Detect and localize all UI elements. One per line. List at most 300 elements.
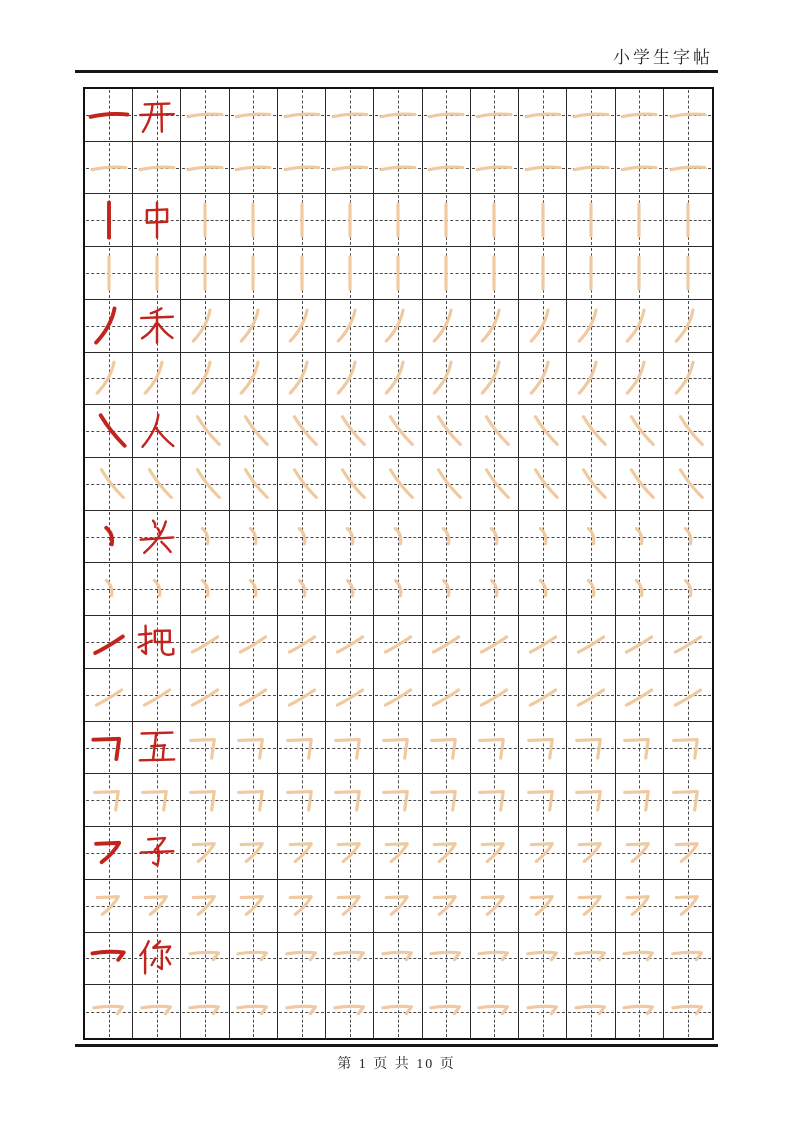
- trace-stroke-cell: [230, 405, 278, 458]
- trace-stroke-cell: [278, 89, 326, 142]
- trace-stroke-glyph: [232, 251, 274, 295]
- trace-stroke-cell: [423, 774, 471, 827]
- trace-stroke-glyph: [425, 146, 467, 190]
- trace-stroke-glyph: [570, 356, 612, 400]
- trace-stroke-cell: [326, 774, 374, 827]
- trace-stroke-cell: [181, 722, 229, 775]
- trace-stroke-glyph: [329, 515, 371, 559]
- trace-stroke-glyph: [232, 304, 274, 348]
- trace-stroke-cell: [664, 405, 712, 458]
- trace-stroke-cell: [616, 669, 664, 722]
- trace-stroke-cell: [278, 194, 326, 247]
- trace-stroke-cell: [664, 89, 712, 142]
- trace-stroke-cell: [85, 142, 133, 195]
- trace-stroke-cell: [567, 511, 615, 564]
- trace-stroke-cell: [616, 405, 664, 458]
- trace-stroke-cell: [519, 405, 567, 458]
- trace-stroke-cell: [567, 722, 615, 775]
- trace-stroke-cell: [374, 300, 422, 353]
- trace-stroke-glyph: [522, 936, 564, 980]
- trace-stroke-glyph: [425, 831, 467, 875]
- trace-stroke-cell: [471, 985, 519, 1038]
- trace-stroke-glyph: [88, 251, 130, 295]
- trace-stroke-cell: [133, 669, 181, 722]
- trace-stroke-glyph: [667, 251, 709, 295]
- trace-stroke-cell: [664, 142, 712, 195]
- trace-stroke-cell: [471, 511, 519, 564]
- trace-stroke-cell: [374, 89, 422, 142]
- example-character-glyph: [135, 197, 179, 243]
- example-stroke-glyph: [86, 513, 132, 561]
- trace-stroke-glyph: [522, 409, 564, 453]
- example-stroke-glyph: [86, 829, 132, 877]
- trace-stroke-cell: [471, 669, 519, 722]
- example-stroke-cell: [85, 89, 133, 142]
- trace-stroke-cell: [567, 880, 615, 933]
- trace-stroke-cell: [519, 827, 567, 880]
- example-character-glyph: [135, 619, 179, 665]
- trace-stroke-cell: [326, 616, 374, 669]
- trace-stroke-cell: [616, 300, 664, 353]
- example-character-glyph: [135, 92, 179, 138]
- trace-stroke-glyph: [184, 990, 226, 1034]
- example-character-glyph: [135, 408, 179, 454]
- trace-stroke-glyph: [425, 567, 467, 611]
- trace-stroke-glyph: [184, 620, 226, 664]
- trace-stroke-glyph: [184, 462, 226, 506]
- trace-stroke-cell: [326, 669, 374, 722]
- header-rule: [75, 70, 718, 73]
- trace-stroke-glyph: [570, 726, 612, 770]
- trace-stroke-glyph: [618, 990, 660, 1034]
- trace-stroke-cell: [567, 774, 615, 827]
- trace-stroke-cell: [374, 511, 422, 564]
- trace-stroke-glyph: [184, 515, 226, 559]
- trace-stroke-cell: [567, 827, 615, 880]
- trace-stroke-cell: [326, 353, 374, 406]
- example-stroke-cell: [85, 511, 133, 564]
- trace-stroke-glyph: [570, 990, 612, 1034]
- trace-stroke-cell: [519, 669, 567, 722]
- trace-stroke-cell: [326, 247, 374, 300]
- trace-stroke-glyph: [473, 673, 515, 717]
- trace-stroke-glyph: [473, 831, 515, 875]
- trace-stroke-cell: [181, 933, 229, 986]
- trace-stroke-cell: [85, 774, 133, 827]
- trace-stroke-cell: [374, 933, 422, 986]
- trace-stroke-cell: [616, 985, 664, 1038]
- trace-stroke-cell: [85, 669, 133, 722]
- trace-stroke-cell: [85, 880, 133, 933]
- trace-stroke-glyph: [184, 356, 226, 400]
- trace-stroke-cell: [664, 985, 712, 1038]
- trace-stroke-cell: [278, 300, 326, 353]
- example-stroke-cell: [85, 616, 133, 669]
- trace-stroke-glyph: [473, 990, 515, 1034]
- trace-stroke-cell: [664, 774, 712, 827]
- trace-stroke-cell: [567, 300, 615, 353]
- trace-stroke-cell: [278, 563, 326, 616]
- trace-stroke-glyph: [425, 93, 467, 137]
- trace-stroke-cell: [471, 405, 519, 458]
- trace-stroke-cell: [278, 827, 326, 880]
- example-stroke-glyph: [86, 407, 132, 455]
- trace-stroke-glyph: [667, 936, 709, 980]
- trace-stroke-cell: [423, 89, 471, 142]
- trace-stroke-cell: [278, 458, 326, 511]
- trace-stroke-cell: [616, 827, 664, 880]
- trace-stroke-glyph: [281, 198, 323, 242]
- trace-stroke-glyph: [522, 673, 564, 717]
- trace-stroke-glyph: [667, 93, 709, 137]
- trace-stroke-cell: [616, 194, 664, 247]
- trace-stroke-glyph: [425, 936, 467, 980]
- trace-stroke-glyph: [425, 990, 467, 1034]
- trace-stroke-cell: [567, 247, 615, 300]
- trace-stroke-glyph: [425, 304, 467, 348]
- trace-stroke-glyph: [184, 409, 226, 453]
- trace-stroke-cell: [278, 669, 326, 722]
- trace-stroke-cell: [423, 827, 471, 880]
- trace-stroke-cell: [230, 880, 278, 933]
- trace-stroke-glyph: [88, 990, 130, 1034]
- trace-stroke-cell: [567, 985, 615, 1038]
- trace-stroke-cell: [664, 722, 712, 775]
- trace-stroke-glyph: [136, 251, 178, 295]
- trace-stroke-cell: [567, 194, 615, 247]
- trace-stroke-glyph: [570, 778, 612, 822]
- trace-stroke-cell: [616, 933, 664, 986]
- trace-stroke-cell: [519, 722, 567, 775]
- trace-stroke-glyph: [473, 778, 515, 822]
- trace-stroke-cell: [230, 511, 278, 564]
- trace-stroke-glyph: [281, 990, 323, 1034]
- trace-stroke-glyph: [329, 831, 371, 875]
- trace-stroke-cell: [567, 933, 615, 986]
- trace-stroke-glyph: [329, 198, 371, 242]
- trace-stroke-cell: [616, 722, 664, 775]
- trace-stroke-glyph: [377, 356, 419, 400]
- trace-stroke-glyph: [377, 251, 419, 295]
- trace-stroke-cell: [374, 563, 422, 616]
- trace-stroke-cell: [519, 880, 567, 933]
- trace-stroke-glyph: [618, 304, 660, 348]
- trace-stroke-glyph: [281, 93, 323, 137]
- trace-stroke-cell: [278, 774, 326, 827]
- example-character-cell: [133, 511, 181, 564]
- trace-stroke-cell: [423, 405, 471, 458]
- trace-stroke-glyph: [473, 462, 515, 506]
- trace-stroke-glyph: [667, 778, 709, 822]
- trace-stroke-glyph: [184, 251, 226, 295]
- trace-stroke-glyph: [473, 198, 515, 242]
- trace-stroke-glyph: [281, 778, 323, 822]
- trace-stroke-cell: [181, 194, 229, 247]
- trace-stroke-cell: [423, 353, 471, 406]
- trace-stroke-glyph: [184, 304, 226, 348]
- trace-stroke-glyph: [329, 673, 371, 717]
- page-indicator: 第 1 页 共 10 页: [337, 1057, 456, 1072]
- trace-stroke-cell: [85, 563, 133, 616]
- trace-stroke-glyph: [618, 936, 660, 980]
- trace-stroke-glyph: [281, 620, 323, 664]
- trace-stroke-glyph: [570, 936, 612, 980]
- trace-stroke-cell: [519, 563, 567, 616]
- trace-stroke-glyph: [570, 620, 612, 664]
- trace-stroke-glyph: [570, 567, 612, 611]
- example-stroke-cell: [85, 300, 133, 353]
- trace-stroke-glyph: [473, 304, 515, 348]
- trace-stroke-cell: [230, 985, 278, 1038]
- trace-stroke-glyph: [377, 673, 419, 717]
- trace-stroke-cell: [181, 89, 229, 142]
- trace-stroke-glyph: [618, 884, 660, 928]
- trace-stroke-cell: [230, 722, 278, 775]
- trace-stroke-glyph: [232, 515, 274, 559]
- trace-stroke-cell: [230, 458, 278, 511]
- trace-stroke-glyph: [232, 567, 274, 611]
- trace-stroke-cell: [230, 142, 278, 195]
- trace-stroke-cell: [471, 142, 519, 195]
- trace-stroke-glyph: [377, 936, 419, 980]
- trace-stroke-glyph: [667, 515, 709, 559]
- trace-stroke-cell: [326, 142, 374, 195]
- trace-stroke-glyph: [667, 356, 709, 400]
- trace-stroke-cell: [133, 880, 181, 933]
- trace-stroke-glyph: [618, 198, 660, 242]
- trace-stroke-glyph: [329, 884, 371, 928]
- trace-stroke-cell: [326, 880, 374, 933]
- trace-stroke-cell: [616, 247, 664, 300]
- trace-stroke-cell: [616, 511, 664, 564]
- trace-stroke-glyph: [377, 884, 419, 928]
- example-character-cell: [133, 194, 181, 247]
- trace-stroke-cell: [230, 669, 278, 722]
- trace-stroke-cell: [471, 563, 519, 616]
- trace-stroke-glyph: [281, 515, 323, 559]
- trace-stroke-glyph: [522, 356, 564, 400]
- trace-stroke-cell: [181, 300, 229, 353]
- trace-stroke-cell: [230, 827, 278, 880]
- trace-stroke-cell: [519, 616, 567, 669]
- trace-stroke-cell: [133, 774, 181, 827]
- trace-stroke-cell: [423, 933, 471, 986]
- trace-stroke-cell: [423, 669, 471, 722]
- trace-stroke-glyph: [473, 146, 515, 190]
- trace-stroke-cell: [326, 722, 374, 775]
- trace-stroke-cell: [423, 616, 471, 669]
- trace-stroke-cell: [664, 880, 712, 933]
- trace-stroke-glyph: [377, 146, 419, 190]
- trace-stroke-glyph: [667, 304, 709, 348]
- trace-stroke-cell: [133, 563, 181, 616]
- trace-stroke-glyph: [473, 567, 515, 611]
- trace-stroke-glyph: [232, 356, 274, 400]
- trace-stroke-glyph: [232, 93, 274, 137]
- trace-stroke-cell: [519, 458, 567, 511]
- trace-stroke-cell: [278, 247, 326, 300]
- trace-stroke-glyph: [329, 251, 371, 295]
- trace-stroke-glyph: [618, 462, 660, 506]
- trace-stroke-glyph: [88, 673, 130, 717]
- trace-stroke-cell: [519, 247, 567, 300]
- trace-stroke-glyph: [667, 726, 709, 770]
- trace-stroke-cell: [230, 616, 278, 669]
- example-stroke-cell: [85, 405, 133, 458]
- trace-stroke-glyph: [281, 304, 323, 348]
- trace-stroke-glyph: [522, 93, 564, 137]
- trace-stroke-cell: [278, 511, 326, 564]
- trace-stroke-cell: [181, 353, 229, 406]
- trace-stroke-glyph: [88, 146, 130, 190]
- trace-stroke-cell: [133, 985, 181, 1038]
- trace-stroke-glyph: [329, 567, 371, 611]
- trace-stroke-glyph: [570, 673, 612, 717]
- trace-stroke-cell: [181, 669, 229, 722]
- trace-stroke-cell: [616, 89, 664, 142]
- trace-stroke-cell: [181, 142, 229, 195]
- trace-stroke-glyph: [425, 356, 467, 400]
- trace-stroke-glyph: [473, 356, 515, 400]
- trace-stroke-glyph: [232, 778, 274, 822]
- trace-stroke-cell: [567, 563, 615, 616]
- practice-grid: [83, 87, 714, 1040]
- trace-stroke-glyph: [570, 462, 612, 506]
- trace-stroke-glyph: [570, 251, 612, 295]
- trace-stroke-glyph: [473, 936, 515, 980]
- trace-stroke-cell: [230, 933, 278, 986]
- trace-stroke-glyph: [473, 620, 515, 664]
- example-stroke-glyph: [86, 724, 132, 772]
- trace-stroke-glyph: [473, 884, 515, 928]
- trace-stroke-cell: [181, 880, 229, 933]
- trace-stroke-glyph: [667, 409, 709, 453]
- trace-stroke-cell: [133, 142, 181, 195]
- trace-stroke-cell: [471, 300, 519, 353]
- trace-stroke-cell: [519, 89, 567, 142]
- trace-stroke-cell: [230, 774, 278, 827]
- trace-stroke-glyph: [184, 93, 226, 137]
- example-stroke-glyph: [86, 196, 132, 244]
- trace-stroke-glyph: [329, 936, 371, 980]
- trace-stroke-cell: [278, 985, 326, 1038]
- trace-stroke-glyph: [184, 778, 226, 822]
- trace-stroke-glyph: [377, 778, 419, 822]
- trace-stroke-cell: [471, 722, 519, 775]
- trace-stroke-cell: [471, 933, 519, 986]
- trace-stroke-glyph: [232, 726, 274, 770]
- trace-stroke-glyph: [522, 304, 564, 348]
- trace-stroke-glyph: [425, 620, 467, 664]
- trace-stroke-cell: [423, 880, 471, 933]
- trace-stroke-cell: [181, 827, 229, 880]
- trace-stroke-glyph: [473, 515, 515, 559]
- trace-stroke-cell: [567, 669, 615, 722]
- trace-stroke-cell: [181, 247, 229, 300]
- trace-stroke-cell: [374, 353, 422, 406]
- trace-stroke-cell: [423, 458, 471, 511]
- trace-stroke-glyph: [232, 831, 274, 875]
- trace-stroke-glyph: [232, 620, 274, 664]
- trace-stroke-glyph: [232, 409, 274, 453]
- trace-stroke-glyph: [618, 567, 660, 611]
- example-character-cell: [133, 300, 181, 353]
- trace-stroke-glyph: [667, 567, 709, 611]
- example-character-cell: [133, 89, 181, 142]
- trace-stroke-glyph: [184, 936, 226, 980]
- trace-stroke-glyph: [522, 146, 564, 190]
- trace-stroke-cell: [471, 616, 519, 669]
- trace-stroke-cell: [567, 458, 615, 511]
- trace-stroke-glyph: [136, 673, 178, 717]
- trace-stroke-glyph: [232, 198, 274, 242]
- trace-stroke-cell: [278, 353, 326, 406]
- trace-stroke-glyph: [618, 515, 660, 559]
- trace-stroke-glyph: [667, 198, 709, 242]
- trace-stroke-cell: [230, 563, 278, 616]
- trace-stroke-glyph: [232, 936, 274, 980]
- trace-stroke-glyph: [281, 936, 323, 980]
- trace-stroke-cell: [133, 458, 181, 511]
- trace-stroke-cell: [181, 405, 229, 458]
- trace-stroke-glyph: [667, 146, 709, 190]
- trace-stroke-glyph: [136, 778, 178, 822]
- trace-stroke-glyph: [425, 251, 467, 295]
- trace-stroke-glyph: [522, 198, 564, 242]
- trace-stroke-cell: [664, 194, 712, 247]
- example-character-glyph: [135, 830, 179, 876]
- trace-stroke-glyph: [522, 884, 564, 928]
- trace-stroke-glyph: [136, 462, 178, 506]
- trace-stroke-glyph: [425, 515, 467, 559]
- trace-stroke-glyph: [136, 356, 178, 400]
- trace-stroke-cell: [471, 247, 519, 300]
- trace-stroke-cell: [85, 247, 133, 300]
- example-character-cell: [133, 722, 181, 775]
- trace-stroke-glyph: [88, 462, 130, 506]
- trace-stroke-glyph: [425, 884, 467, 928]
- example-character-cell: [133, 405, 181, 458]
- trace-stroke-cell: [567, 616, 615, 669]
- trace-stroke-cell: [567, 89, 615, 142]
- trace-stroke-cell: [519, 300, 567, 353]
- trace-stroke-glyph: [473, 726, 515, 770]
- example-stroke-cell: [85, 194, 133, 247]
- trace-stroke-glyph: [473, 409, 515, 453]
- trace-stroke-cell: [326, 405, 374, 458]
- trace-stroke-glyph: [329, 356, 371, 400]
- trace-stroke-glyph: [618, 673, 660, 717]
- trace-stroke-cell: [326, 458, 374, 511]
- trace-stroke-cell: [374, 827, 422, 880]
- trace-stroke-glyph: [281, 146, 323, 190]
- trace-stroke-cell: [278, 933, 326, 986]
- trace-stroke-glyph: [425, 726, 467, 770]
- trace-stroke-cell: [664, 511, 712, 564]
- trace-stroke-glyph: [377, 462, 419, 506]
- trace-stroke-cell: [471, 827, 519, 880]
- trace-stroke-cell: [133, 353, 181, 406]
- trace-stroke-cell: [230, 353, 278, 406]
- trace-stroke-glyph: [522, 831, 564, 875]
- trace-stroke-cell: [664, 669, 712, 722]
- trace-stroke-cell: [374, 722, 422, 775]
- trace-stroke-glyph: [281, 567, 323, 611]
- trace-stroke-glyph: [377, 409, 419, 453]
- trace-stroke-cell: [664, 827, 712, 880]
- trace-stroke-cell: [423, 142, 471, 195]
- trace-stroke-cell: [423, 722, 471, 775]
